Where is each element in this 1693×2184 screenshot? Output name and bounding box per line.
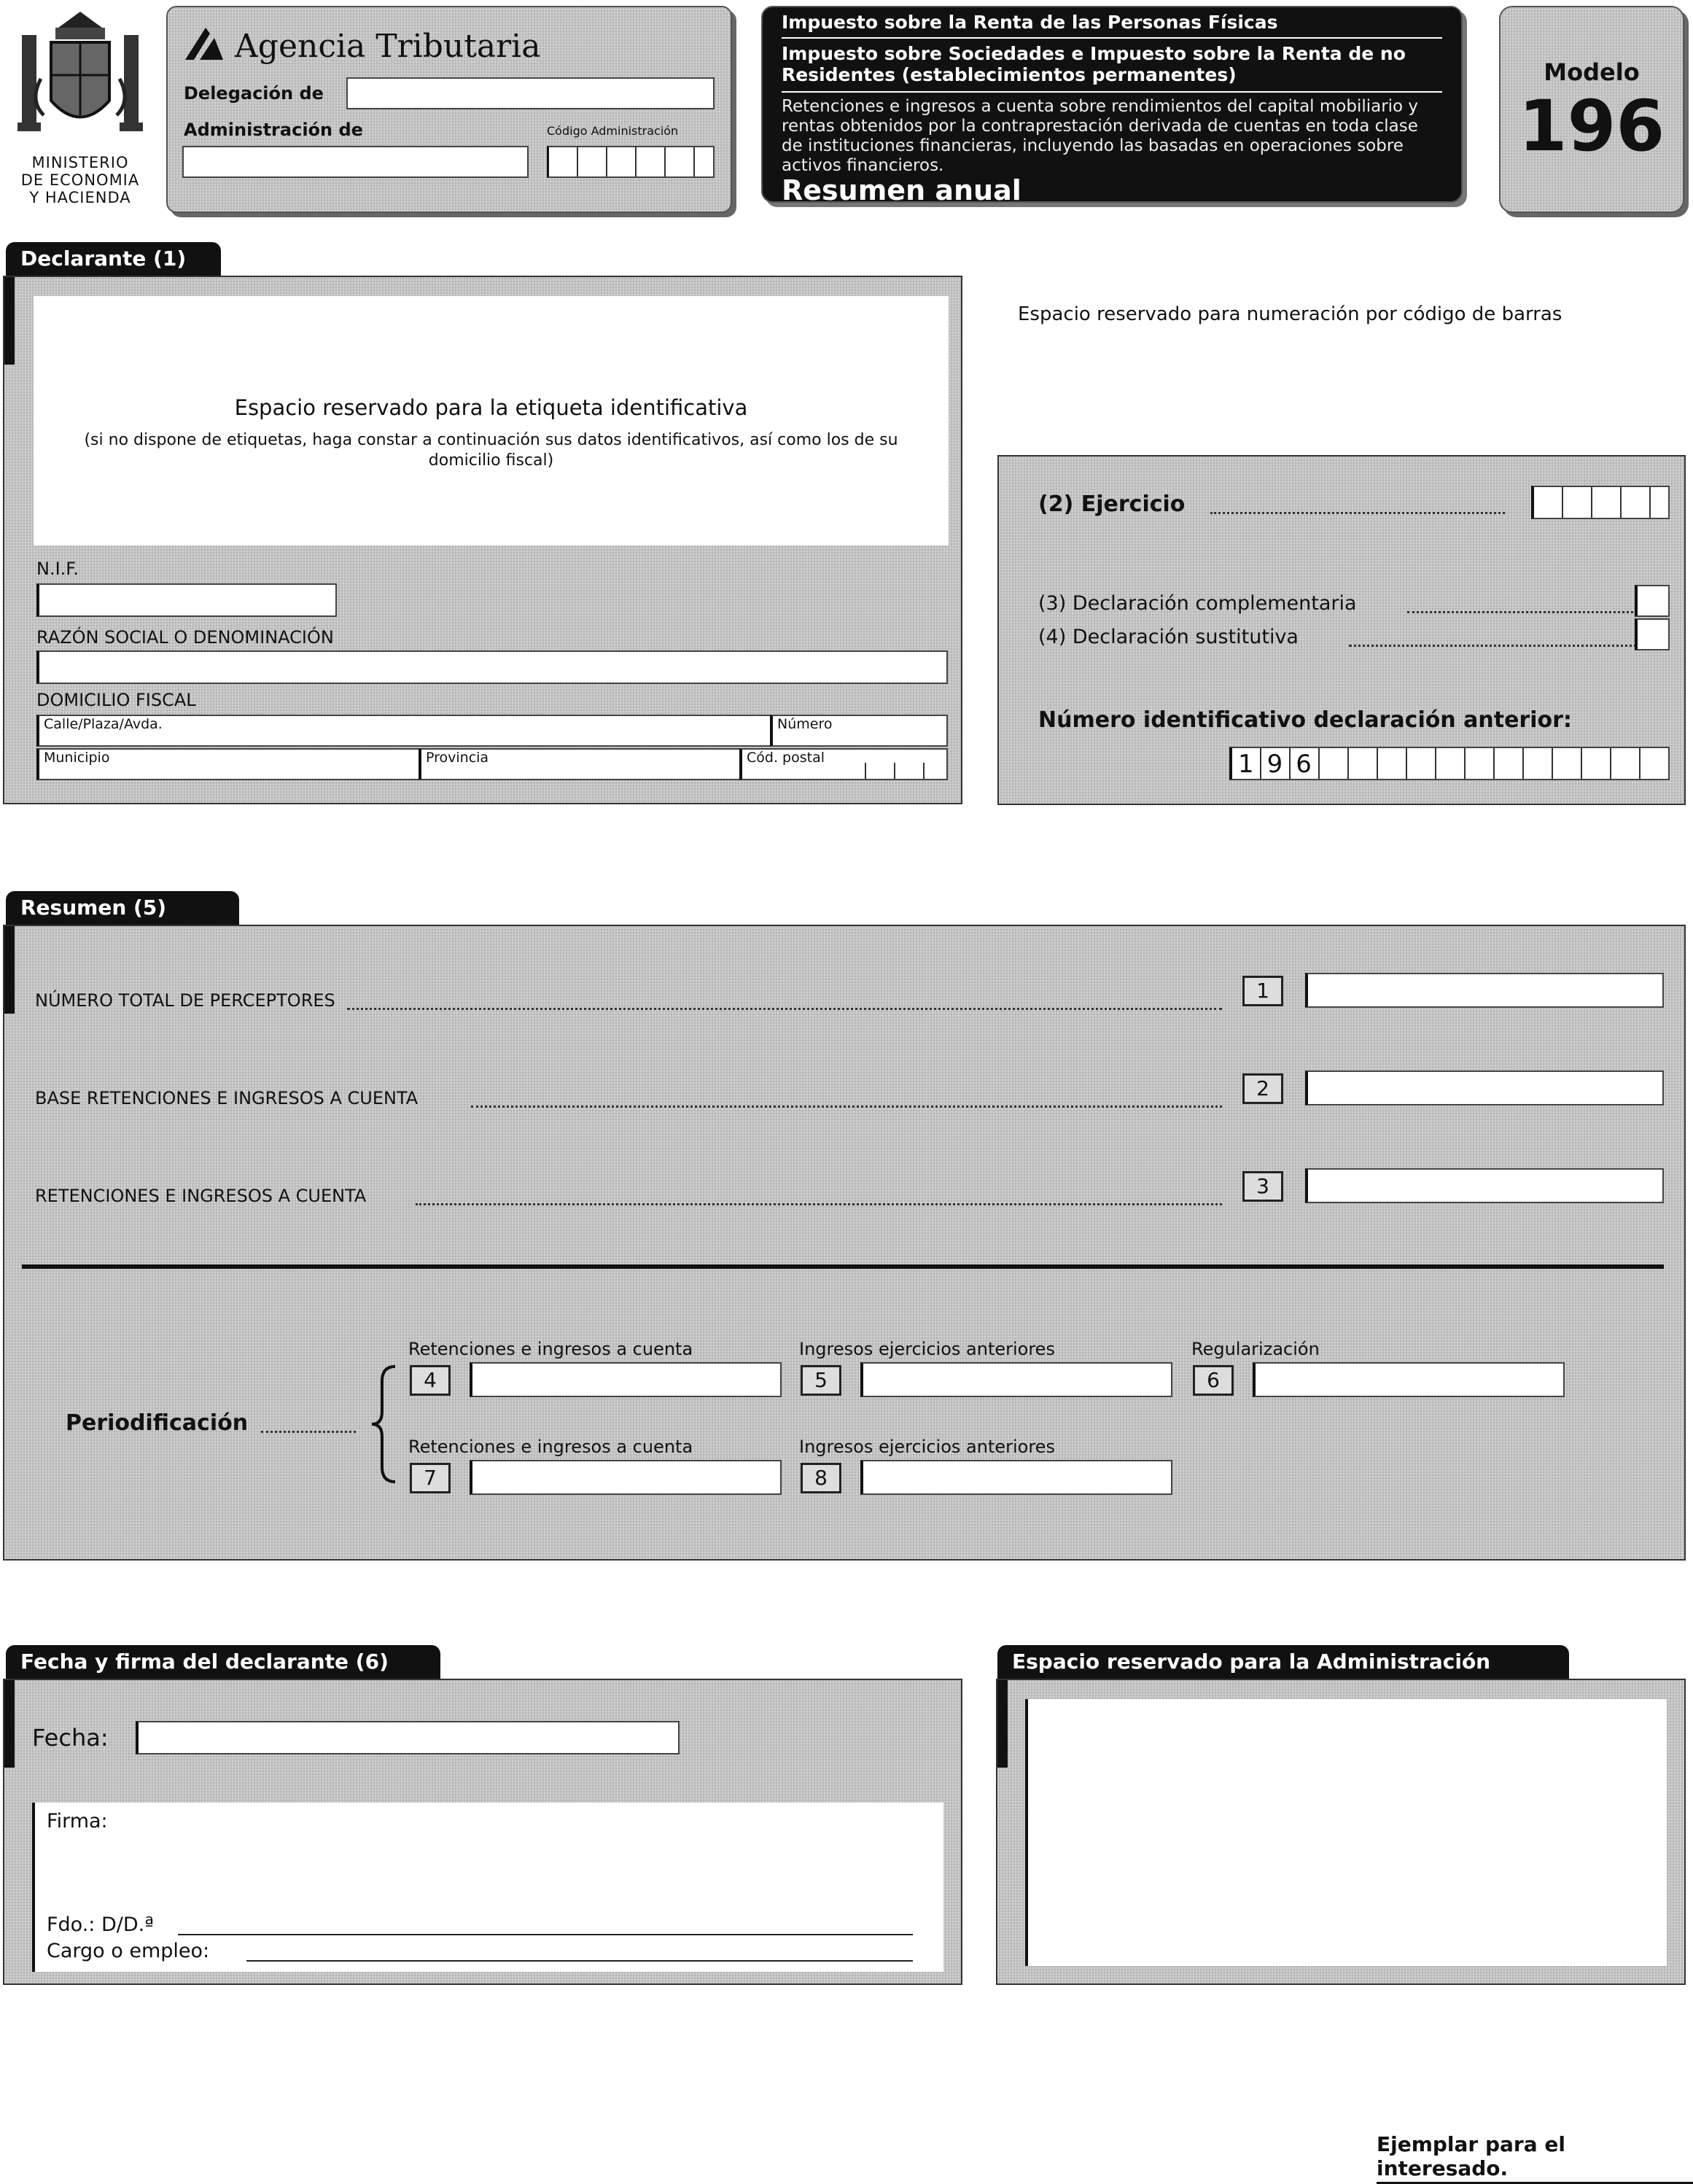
label-note: (si no dispone de etiquetas, haga constar a continuación sus datos identificativos, así como los de su domicilio fiscal) [84, 431, 898, 470]
ejercicio-label: (2) Ejercicio [1038, 491, 1186, 517]
period-4-label: Retenciones e ingresos a cuenta [408, 1339, 693, 1359]
footer-note: Ejemplar para el interesado. [1377, 2132, 1693, 2184]
box-6: 6 [1193, 1365, 1234, 1396]
period-5-input[interactable] [860, 1362, 1172, 1397]
administracion-label: Administración de [184, 120, 363, 140]
brace-icon [369, 1364, 398, 1485]
provincia-input[interactable] [419, 748, 741, 780]
resumen-row-3-input[interactable] [1305, 1168, 1664, 1203]
codigo-admin-input[interactable] [547, 146, 715, 178]
ejercicio-panel [997, 455, 1686, 805]
nif-label: N.I.F. [36, 559, 79, 579]
summary-title: Resumen anual [782, 174, 1021, 206]
label-title: Espacio reservado para la etiqueta identificativa [234, 395, 748, 420]
complementaria-dots [1407, 611, 1651, 613]
resumen-panel [3, 925, 1686, 1561]
codigo-admin-label: Código Administración [547, 124, 679, 138]
agency-logo-icon [178, 23, 229, 67]
ministry-name: MINISTERIO DE ECONOMIA Y HACIENDA [20, 154, 140, 206]
period-5-label: Ingresos ejercicios anteriores [799, 1339, 1055, 1359]
razon-social-input[interactable] [36, 650, 948, 684]
resumen-row-1-input[interactable] [1305, 973, 1664, 1008]
tax-line-1: Impuesto sobre la Renta de las Personas Físicas [782, 9, 1442, 39]
label-area[interactable] [34, 296, 949, 545]
resumen-row-2-label: BASE RETENCIONES E INGRESOS A CUENTA [35, 1088, 419, 1108]
period-8-input[interactable] [860, 1460, 1172, 1495]
administracion-input[interactable] [182, 146, 529, 178]
firma-area[interactable] [32, 1803, 943, 1972]
domicilio-label: DOMICILIO FISCAL [36, 690, 196, 710]
ejercicio-dots [1210, 512, 1505, 514]
barcode-note: Espacio reservado para numeración por código de barras [1018, 303, 1562, 325]
admin-panel [996, 1679, 1686, 1985]
firma-left-bar [4, 1680, 15, 1768]
resumen-left-bar [4, 926, 15, 1014]
period-7-label: Retenciones e ingresos a cuenta [408, 1437, 693, 1457]
calle-label: Calle/Plaza/Avda. [44, 716, 163, 732]
resumen-row-3-dots [416, 1203, 1222, 1205]
ministry-logo [7, 6, 153, 210]
tax-title-box [761, 6, 1463, 206]
razon-social-label: RAZÓN SOCIAL O DENOMINACIÓN [36, 627, 334, 648]
periodificacion-label: Periodificación [66, 1410, 249, 1436]
complementaria-checkbox[interactable] [1635, 585, 1670, 617]
delegacion-label: Delegación de [184, 83, 324, 104]
resumen-divider [22, 1264, 1664, 1269]
box-1: 1 [1242, 976, 1283, 1006]
box-8: 8 [801, 1463, 841, 1493]
resumen-row-2-dots [471, 1105, 1222, 1108]
box-5: 5 [801, 1365, 841, 1396]
period-8-label: Ingresos ejercicios anteriores [799, 1437, 1055, 1457]
municipio-input[interactable] [36, 748, 420, 780]
cargo-label: Cargo o empleo: [47, 1940, 210, 1962]
admin-left-bar [997, 1680, 1008, 1768]
agency-header-box [166, 6, 732, 213]
fdo-line[interactable] [178, 1934, 913, 1935]
fecha-label: Fecha: [32, 1724, 109, 1752]
resumen-row-3-label: RETENCIONES E INGRESOS A CUENTA [35, 1186, 367, 1206]
sustitutiva-checkbox[interactable] [1635, 618, 1670, 650]
tab-admin: Espacio reservado para la Administración [997, 1645, 1569, 1680]
resumen-row-1-dots [347, 1008, 1222, 1010]
periodificacion-dots [261, 1431, 356, 1433]
resumen-row-2-input[interactable] [1305, 1070, 1664, 1105]
tab-firma: Fecha y firma del declarante (6) [6, 1645, 440, 1680]
numero-input[interactable] [770, 715, 948, 747]
tax-description: Retenciones e ingresos a cuenta sobre rendimientos del capital mobiliario y rentas obtenidos por la contraprestación derivada de cuentas en toda clase de instituciones financieras, incluyendo las basadas en operaciones sobre activos financieros. [782, 97, 1419, 175]
tab-declarante: Declarante (1) [6, 242, 221, 277]
period-6-input[interactable] [1253, 1362, 1565, 1397]
delegacion-input[interactable] [346, 77, 715, 109]
declarante-left-bar [4, 277, 15, 365]
numero-label: Número [777, 716, 833, 732]
cargo-line[interactable] [246, 1960, 913, 1962]
numero-anterior-value: 196 [1238, 750, 1325, 779]
modelo-number: 196 [1518, 85, 1665, 167]
box-4: 4 [410, 1365, 451, 1396]
resumen-row-1-label: NÚMERO TOTAL DE PERCEPTORES [35, 990, 335, 1011]
fdo-label: Fdo.: D/D.ª [47, 1913, 154, 1936]
period-4-input[interactable] [470, 1362, 782, 1397]
cod-postal-label: Cód. postal [747, 750, 825, 766]
admin-area [1025, 1699, 1667, 1966]
nif-input[interactable] [36, 583, 337, 617]
modelo-box [1499, 6, 1684, 213]
tab-resumen: Resumen (5) [6, 891, 239, 926]
period-7-input[interactable] [470, 1460, 782, 1495]
cod-postal-input[interactable] [739, 748, 948, 780]
declarante-panel [3, 276, 962, 804]
coat-of-arms-icon [7, 6, 153, 148]
numero-anterior-label: Número identificativo declaración anterior: [1038, 707, 1572, 733]
sustitutiva-dots [1349, 645, 1651, 647]
agency-name: Agencia Tributaria [235, 28, 541, 65]
tax-line-2: Impuesto sobre Sociedades e Impuesto sobre la Renta de no Residentes (establecimientos permanentes) [782, 39, 1442, 93]
complementaria-label: (3) Declaración complementaria [1038, 592, 1357, 615]
calle-input[interactable] [36, 715, 771, 747]
firma-panel [3, 1679, 962, 1985]
firma-label: Firma: [47, 1810, 108, 1833]
numero-anterior-input[interactable] [1229, 747, 1670, 780]
box-2: 2 [1242, 1073, 1283, 1104]
fecha-input[interactable] [136, 1721, 680, 1754]
period-6-label: Regularización [1191, 1339, 1320, 1359]
box-3: 3 [1242, 1171, 1283, 1202]
modelo-label: Modelo [1544, 58, 1640, 86]
ejercicio-input[interactable] [1531, 486, 1670, 519]
sustitutiva-label: (4) Declaración sustitutiva [1038, 626, 1299, 648]
municipio-label: Municipio [44, 750, 110, 766]
box-7: 7 [410, 1463, 451, 1493]
provincia-label: Provincia [426, 750, 489, 766]
cod-postal-ticks [837, 763, 946, 779]
